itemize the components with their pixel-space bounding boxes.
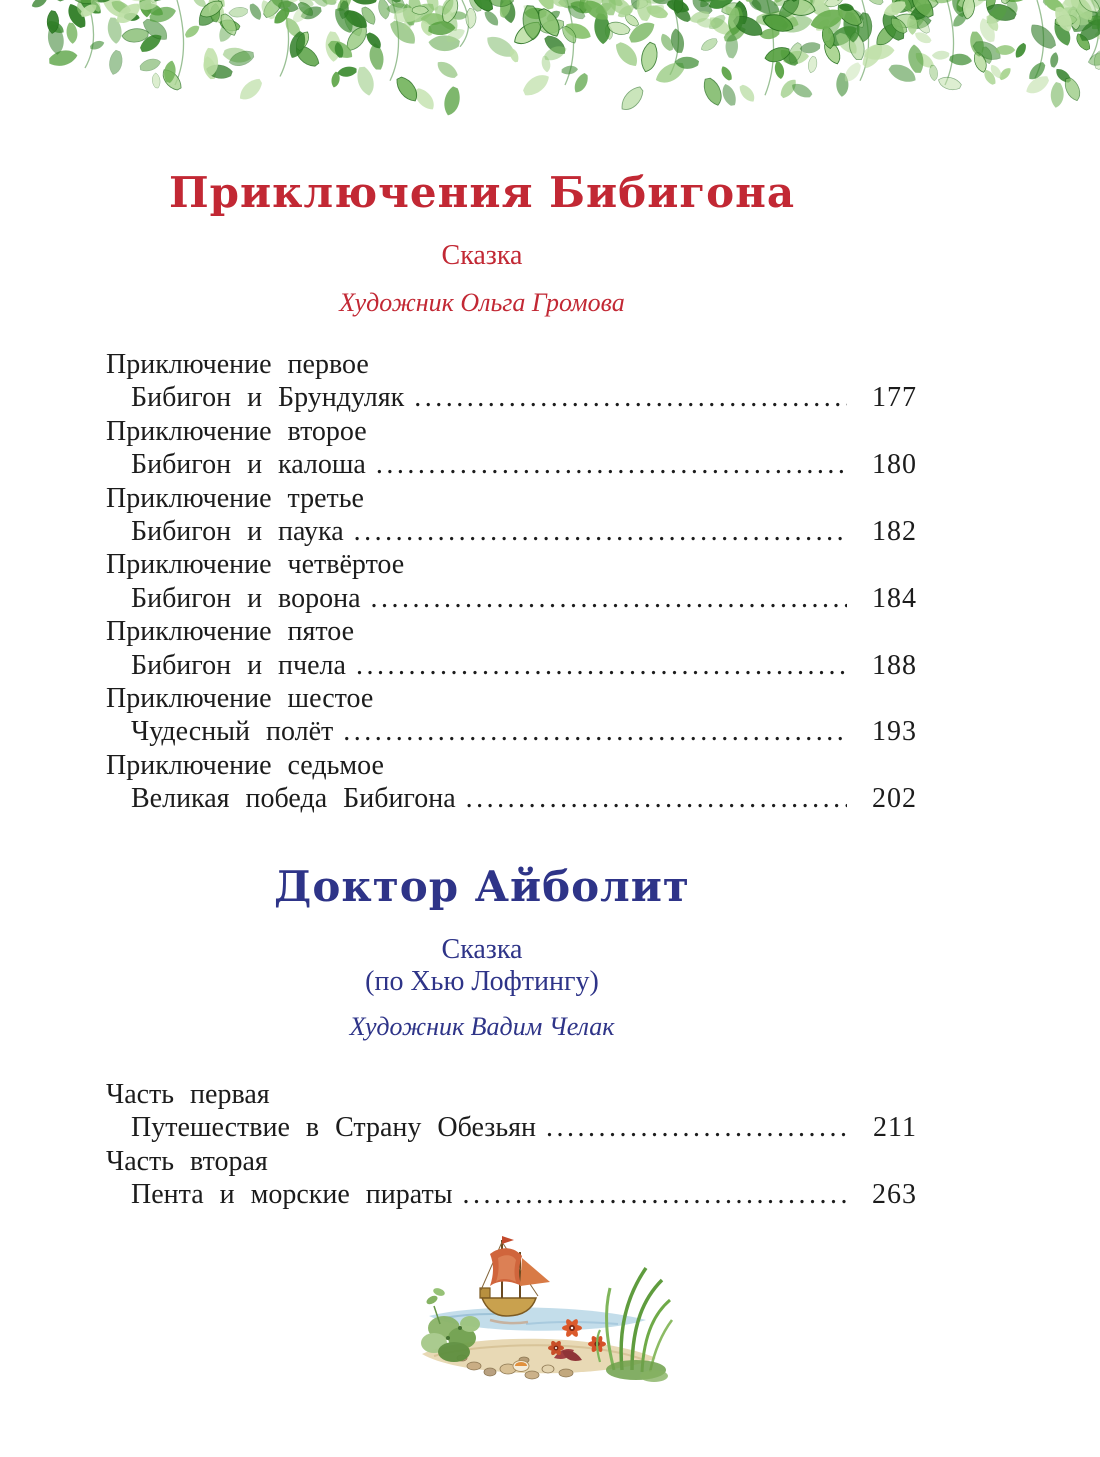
dot-leader: [376, 448, 847, 481]
toc-entry: [106, 381, 917, 414]
toc-page-number: 177: [872, 382, 917, 414]
toc-entry: [106, 1111, 917, 1144]
toc-heading: Приключение пятое: [106, 616, 355, 648]
toc-entry: [106, 715, 917, 748]
toc-heading: Приключение шестое: [106, 683, 374, 715]
section2-title: Доктор Айболит: [274, 862, 690, 911]
toc-page-number: 180: [872, 449, 917, 481]
dot-leader: [356, 649, 847, 682]
toc-heading: Приключение четвёртое: [106, 549, 405, 581]
foliage-border-illustration: [0, 0, 1100, 122]
toc-page-number: 211: [873, 1112, 917, 1144]
toc-entry-title: Бибигон и ворона: [131, 582, 361, 614]
section2-artist-credit: Художник Вадим Челак: [349, 1012, 615, 1041]
section1-subtitle: Сказка: [441, 240, 523, 271]
toc-entry-title: Пента и морские пираты: [131, 1179, 453, 1211]
toc-entry: [106, 782, 917, 815]
toc-page-number: 263: [872, 1179, 917, 1211]
toc-entry-title: Бибигон и калоша: [131, 449, 366, 481]
section2-header: [106, 864, 858, 910]
toc-page-number: 182: [872, 516, 917, 548]
toc-entry: [106, 649, 917, 682]
toc-heading: Часть первая: [106, 1079, 270, 1110]
toc-entry: [106, 582, 917, 615]
toc-entry-title: Великая победа Бибигона: [131, 783, 456, 815]
section2-subtitle: Сказка: [441, 934, 523, 965]
dot-leader: [343, 715, 847, 748]
toc-entry-title: Бибигон и Брундуляк: [131, 382, 405, 414]
section1-title: Приключения Бибигона: [168, 168, 796, 217]
dot-leader: [546, 1111, 847, 1144]
toc-page-number: 184: [872, 582, 917, 614]
section1-header: [106, 170, 858, 216]
toc-entry-title: Бибигон и паука: [131, 516, 344, 548]
toc-heading: Часть вторая: [106, 1145, 268, 1177]
toc-section2: [106, 1078, 917, 1212]
toc-heading: Приключение первое: [106, 349, 369, 380]
toc-heading: Приключение седьмое: [106, 749, 384, 781]
toc-entry-title: Чудесный полёт: [131, 716, 334, 748]
dot-leader: [371, 582, 848, 615]
toc-entry-title: Путешествие в Страну Обезьян: [131, 1112, 536, 1144]
dot-leader: [354, 515, 847, 548]
toc-section1: [106, 348, 917, 816]
ship-seashore-illustration: [403, 1228, 675, 1388]
section2-subtitle-note: (по Хью Лофтингу): [365, 966, 599, 997]
section1-artist-credit: Художник Ольга Громова: [339, 288, 625, 317]
toc-heading: Приключение третье: [106, 482, 364, 514]
toc-page-number: 188: [872, 649, 917, 681]
toc-heading: Приключение второе: [106, 415, 367, 447]
toc-entry-title: Бибигон и пчела: [131, 649, 346, 681]
toc-entry: [106, 448, 917, 481]
dot-leader: [466, 782, 847, 815]
dot-leader: [463, 1178, 847, 1211]
toc-page-number: 193: [872, 716, 917, 748]
toc-page-number: 202: [872, 783, 917, 815]
dot-leader: [414, 381, 847, 414]
toc-entry: [106, 515, 917, 548]
toc-entry: [106, 1178, 917, 1211]
